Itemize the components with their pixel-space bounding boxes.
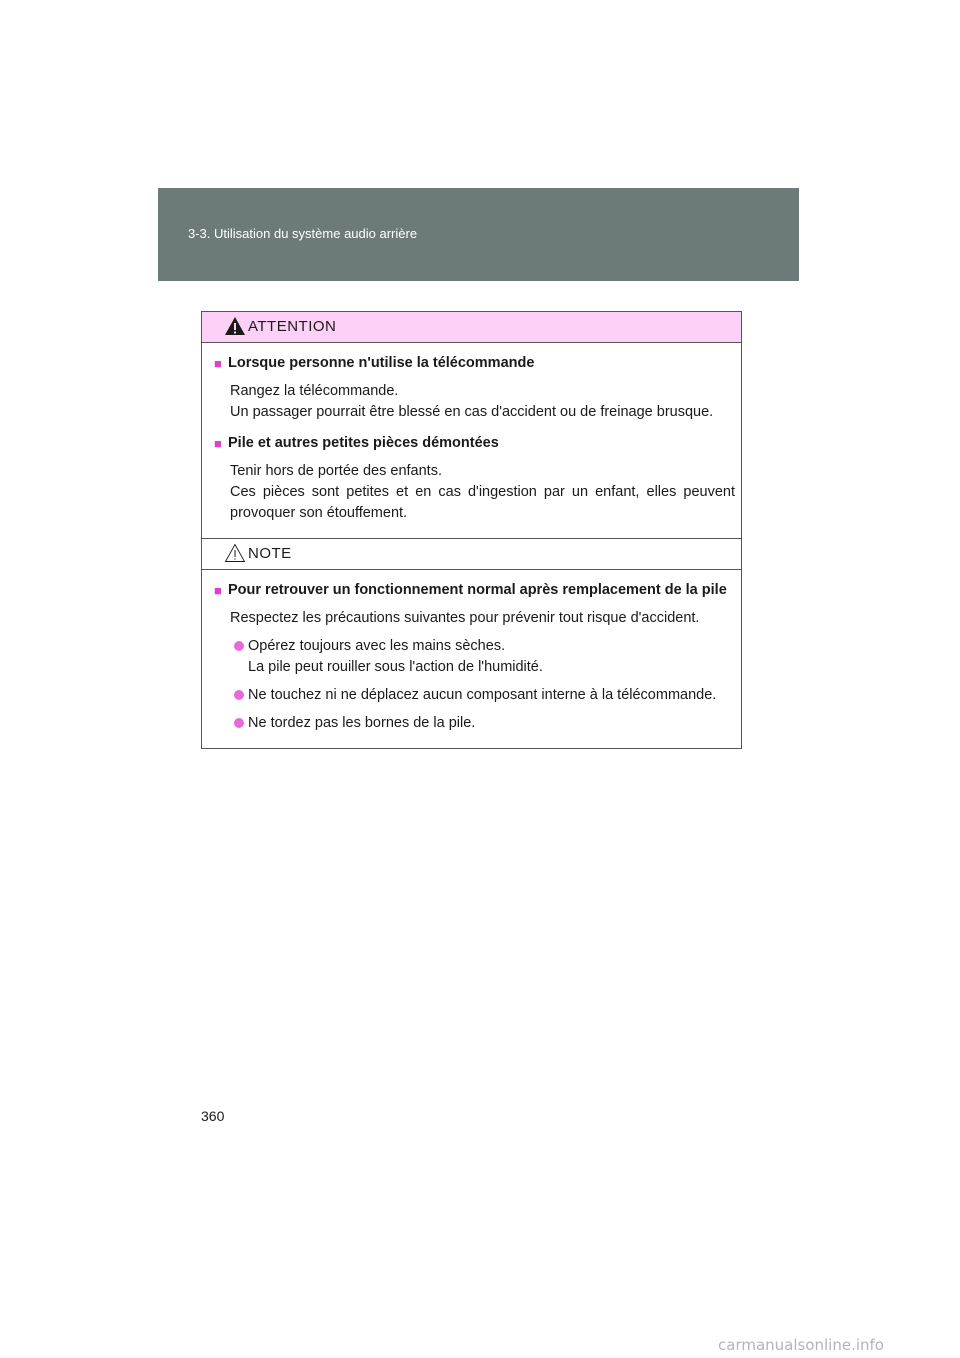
note-header: [202, 539, 741, 570]
note-box: [201, 538, 742, 749]
item-intro: Respectez les précautions suivantes pour prévenir tout risque d'accident.: [230, 610, 700, 626]
item-heading: Pour retrouver un fonctionnement normal après remplacement de la pile: [228, 582, 727, 598]
round-bullet-icon: [234, 690, 244, 700]
caution-outline-icon: [224, 542, 246, 564]
page-number: 360: [201, 1108, 225, 1124]
note-item: [214, 580, 735, 734]
square-bullet-icon: ■: [214, 356, 222, 371]
bullet-item: Ne touchez ni ne déplacez aucun composant interne à la télécommande.: [214, 685, 735, 706]
item-heading: Lorsque personne n'utilise la télécommande: [228, 355, 535, 371]
note-title: NOTE: [248, 545, 292, 562]
attention-title: ATTENTION: [248, 318, 337, 335]
bullet-item: Ne tordez pas les bornes de la pile.: [214, 713, 735, 734]
attention-body: [202, 343, 741, 538]
round-bullet-icon: [234, 641, 244, 651]
square-bullet-icon: ■: [214, 583, 222, 598]
attention-item: [214, 433, 735, 524]
item-text: Tenir hors de portée des enfants. Ces pièces sont petites et en cas d'ingestion par un enfant, elles peuvent provoquer son étouffement.: [230, 463, 735, 521]
item-heading: Pile et autres petites pièces démontées: [228, 435, 499, 451]
bullet-item: Opérez toujours avec les mains sèches. La pile peut rouiller sous l'action de l'humidité.: [214, 636, 735, 678]
note-body: [202, 570, 741, 748]
square-bullet-icon: ■: [214, 436, 222, 451]
attention-box: [201, 311, 742, 539]
round-bullet-icon: [234, 718, 244, 728]
attention-header: [202, 312, 741, 343]
section-title: 3-3. Utilisation du système audio arrière: [188, 226, 418, 241]
item-text: Rangez la télécommande. Un passager pourrait être blessé en cas d'accident ou de freinage brusque.: [230, 383, 714, 420]
warning-icon: [224, 315, 246, 337]
watermark: carmanualsonline.info: [718, 1336, 884, 1354]
header-band: [158, 188, 799, 281]
attention-item: [214, 353, 735, 423]
